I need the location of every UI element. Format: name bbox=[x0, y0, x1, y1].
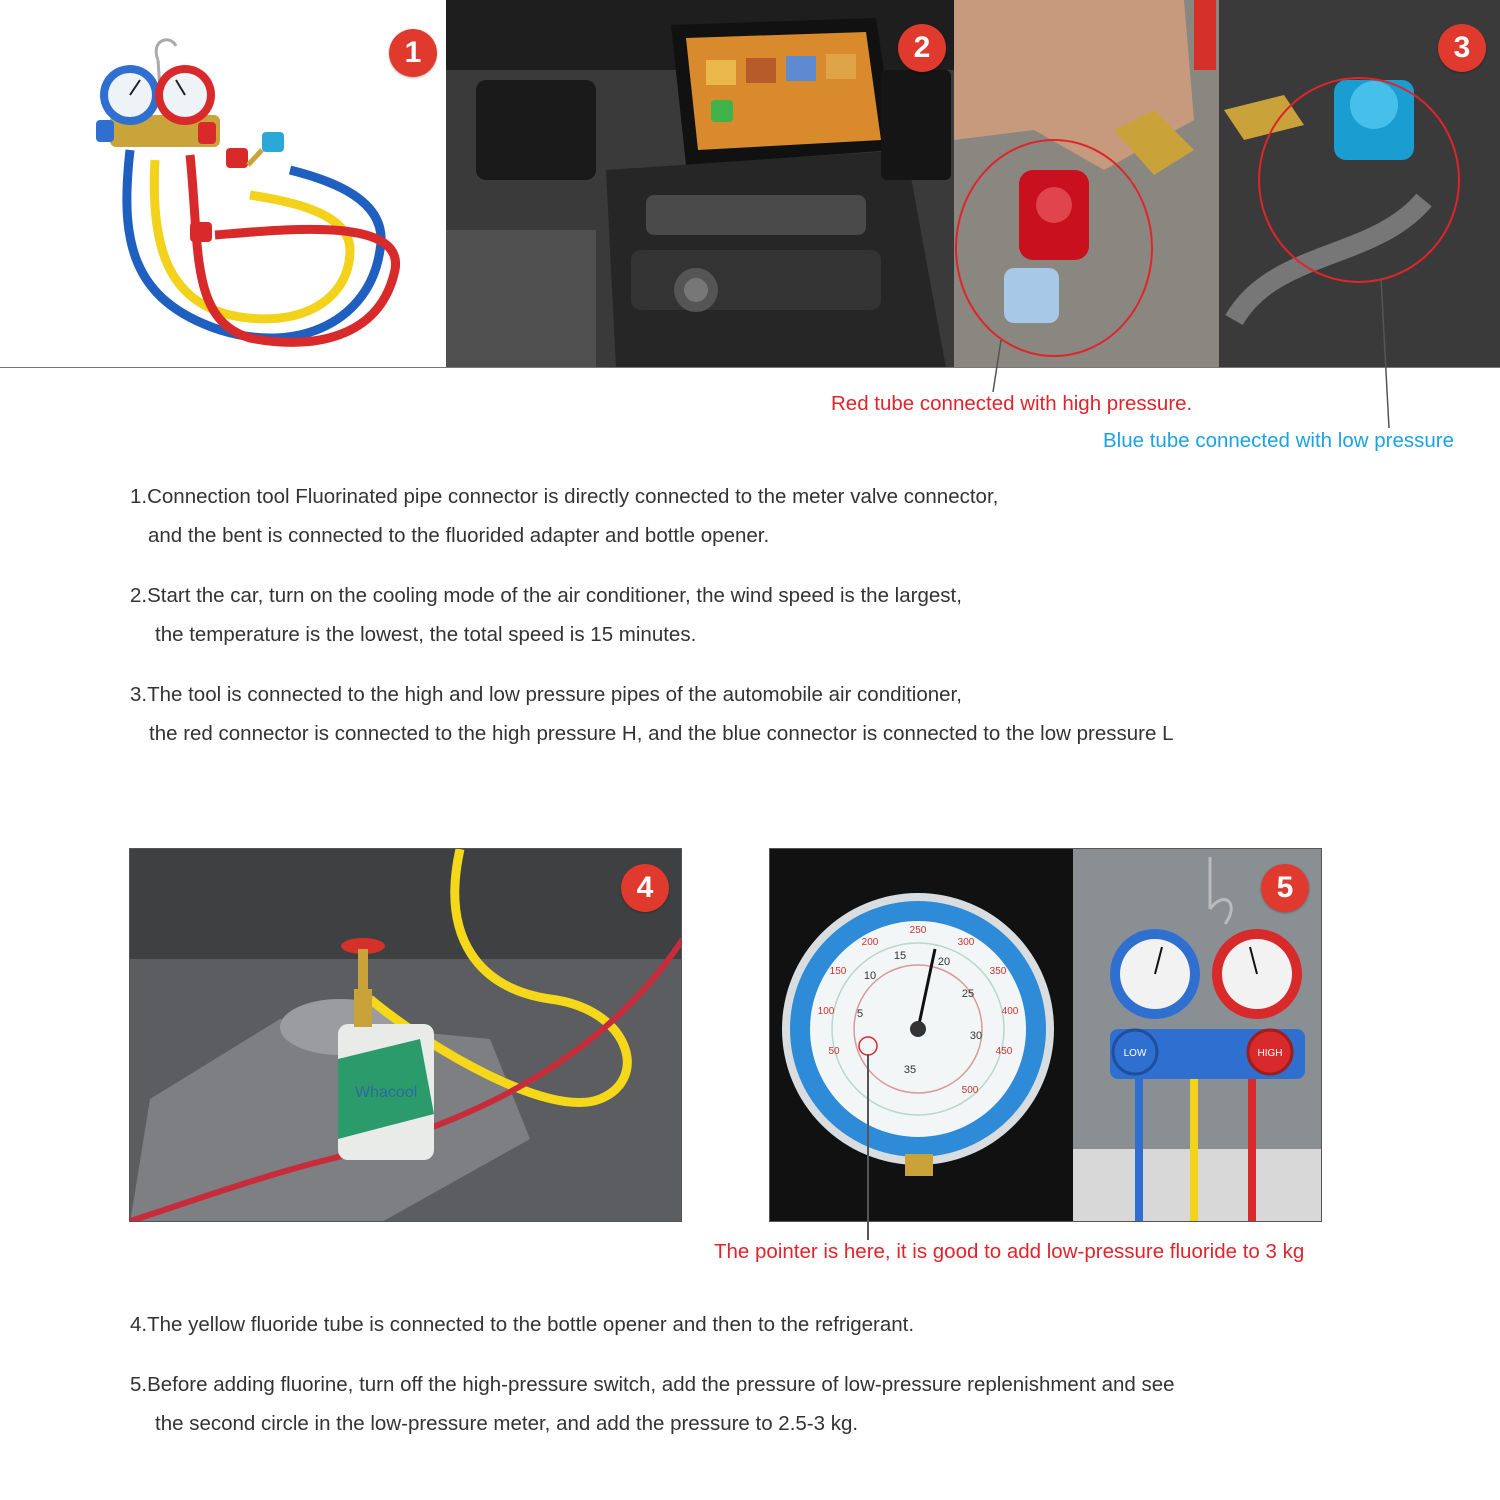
step-badge-4: 4 bbox=[621, 864, 669, 912]
step-badge-1: 1 bbox=[389, 29, 437, 77]
step-1-line-1: 1.Connection tool Fluorinated pipe connector is directly connected to the meter valve connector, bbox=[130, 485, 999, 508]
can-brand-label: Whacool bbox=[355, 1084, 418, 1101]
dial-number: 500 bbox=[961, 1085, 979, 1096]
dial-number: 10 bbox=[863, 970, 877, 982]
dial-number: 400 bbox=[1001, 1006, 1019, 1017]
step-3-line-1: 3.The tool is connected to the high and low pressure pipes of the automobile air conditioner, bbox=[130, 683, 962, 706]
step-2-line-1: 2.Start the car, turn on the cooling mode of the air conditioner, the wind speed is the largest, bbox=[130, 584, 962, 607]
step-1-line-2: and the bent is connected to the fluorided adapter and bottle opener. bbox=[148, 524, 770, 547]
instruction-step-1 bbox=[130, 477, 998, 555]
step-3-line-2: the red connector is connected to the high pressure H, and the blue connector is connected to the low pressure L bbox=[149, 722, 1174, 745]
dial-number: 25 bbox=[961, 988, 975, 1000]
photo-refrigerant-can bbox=[129, 848, 682, 1222]
instruction-step-5 bbox=[130, 1365, 1175, 1443]
step-badge-3: 3 bbox=[1438, 24, 1486, 72]
dial-number: 20 bbox=[937, 956, 951, 968]
dial-number: 15 bbox=[893, 950, 907, 962]
dial-number: 200 bbox=[861, 937, 879, 948]
step-5-line-1: 5.Before adding fluorine, turn off the high-pressure switch, add the pressure of low-pressure replenishment and see bbox=[130, 1373, 1175, 1396]
dial-number: 100 bbox=[817, 1006, 835, 1017]
instruction-step-2 bbox=[130, 576, 962, 654]
instruction-step-4 bbox=[130, 1305, 914, 1344]
caption-leader-lines bbox=[0, 0, 1500, 440]
step-4-line-1: 4.The yellow fluoride tube is connected to the bottle opener and then to the refrigerant. bbox=[130, 1313, 915, 1336]
dial-number: 450 bbox=[995, 1046, 1013, 1057]
step-2-line-2: the temperature is the lowest, the total speed is 15 minutes. bbox=[155, 623, 697, 646]
photo-gauge-closeup bbox=[769, 848, 1322, 1222]
caption-pointer: The pointer is here, it is good to add low-pressure fluoride to 3 kg bbox=[714, 1240, 1305, 1263]
caption-red-tube: Red tube connected with high pressure. bbox=[831, 392, 1193, 415]
step-badge-2: 2 bbox=[898, 24, 946, 72]
low-knob-label: LOW bbox=[1123, 1048, 1147, 1059]
step-5-line-2: the second circle in the low-pressure meter, and add the pressure to 2.5-3 kg. bbox=[155, 1412, 859, 1435]
dial-number: 150 bbox=[829, 966, 847, 977]
pointer-leader-line bbox=[867, 1054, 869, 1240]
dial-number: 30 bbox=[969, 1030, 983, 1042]
high-knob-label: HIGH bbox=[1257, 1048, 1283, 1059]
dial-number: 50 bbox=[828, 1046, 840, 1057]
dial-number: 5 bbox=[856, 1008, 864, 1020]
caption-blue-tube: Blue tube connected with low pressure bbox=[1103, 429, 1454, 452]
dial-number: 300 bbox=[957, 937, 975, 948]
dial-number: 350 bbox=[989, 966, 1007, 977]
dial-number: 250 bbox=[909, 925, 927, 936]
step-badge-5: 5 bbox=[1261, 864, 1309, 912]
instruction-step-3 bbox=[130, 675, 1174, 753]
dial-number: 35 bbox=[903, 1064, 917, 1076]
